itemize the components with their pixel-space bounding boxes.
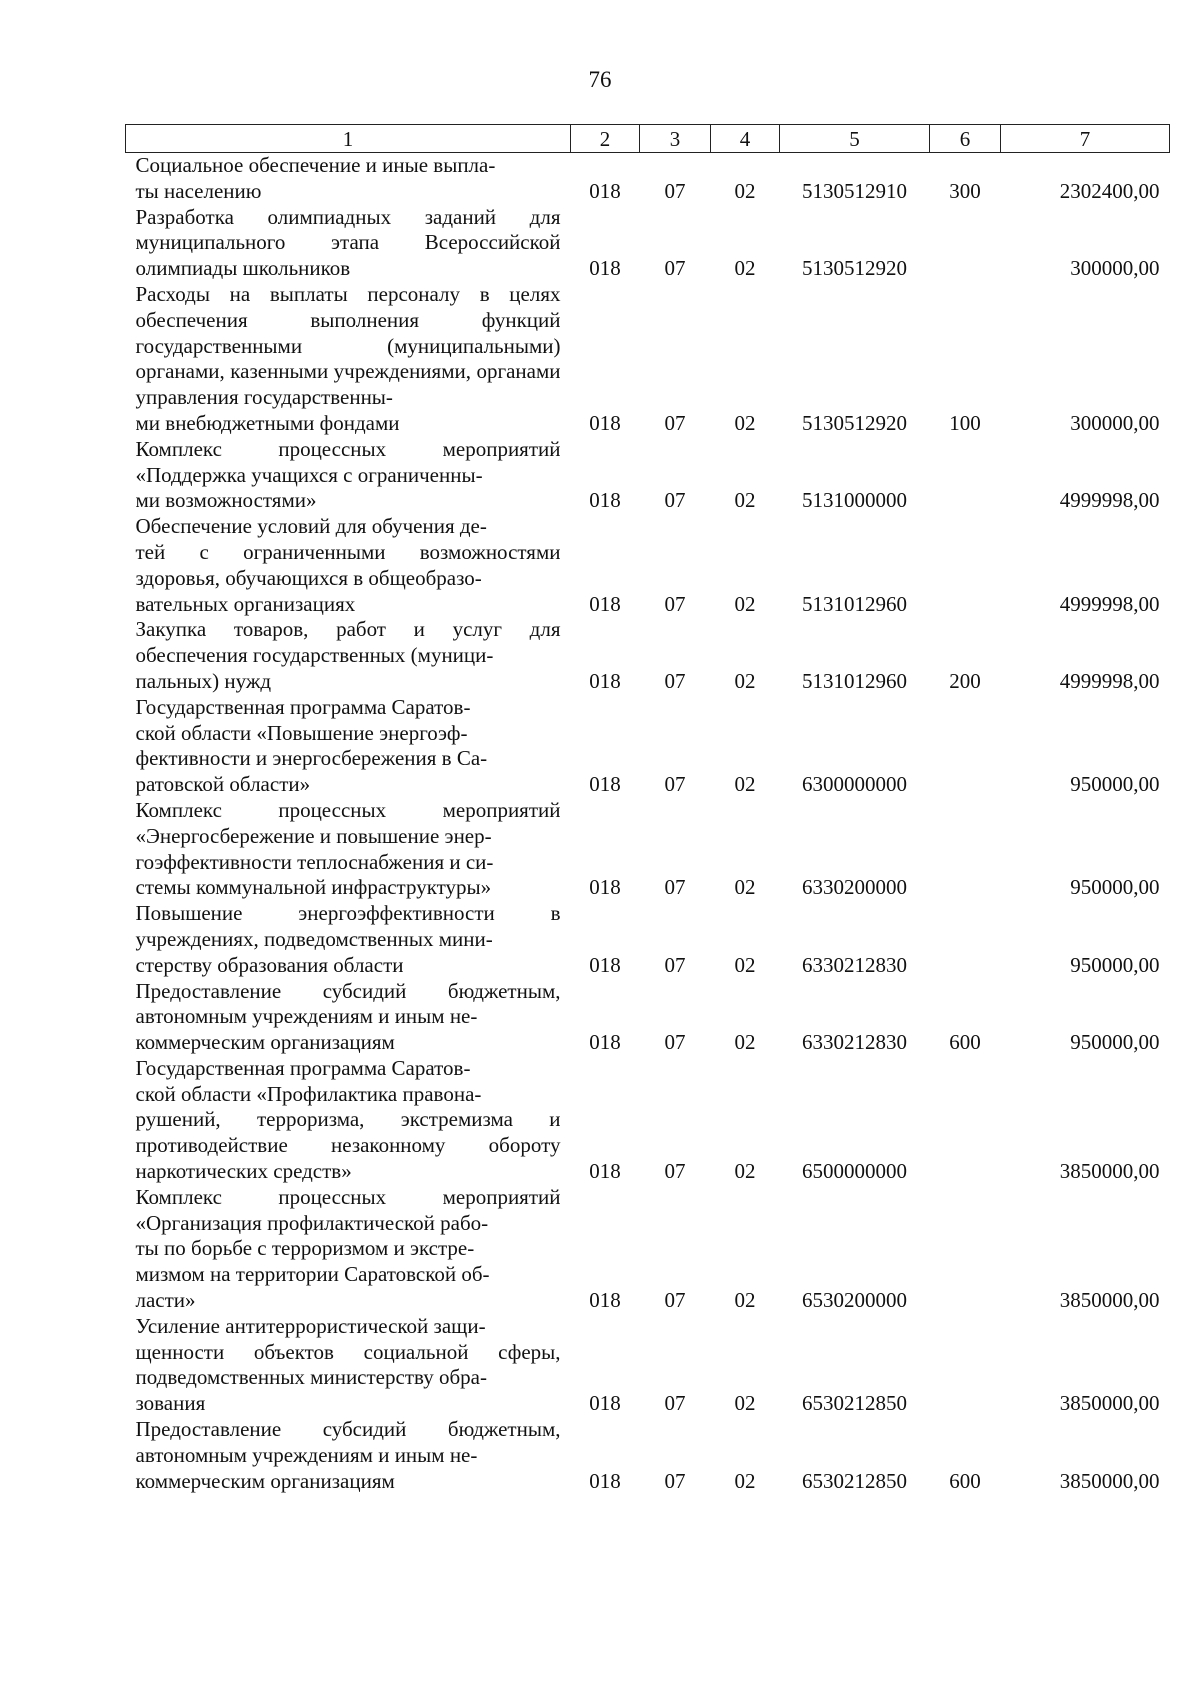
table-row xyxy=(126,153,1170,205)
row-name: Комплекс процессных мероприятий «Энергосбережение и повышение энер- гоэффективности теплоснабжения и си- стемы коммунальной инфраструктуры» xyxy=(135,797,561,900)
row-code: 018 xyxy=(589,1030,621,1055)
row-subsection: 02 xyxy=(734,668,756,693)
row-amount: 3850000,00 xyxy=(1059,1391,1160,1416)
row-section: 07 xyxy=(664,875,686,900)
row-target-code: 6330212830 xyxy=(802,1030,907,1055)
row-section: 07 xyxy=(664,178,686,203)
row-subsection: 02 xyxy=(734,772,756,797)
row-name: Повышение энергоэффективности в учреждениях, подведомственных мини- стерству образования области xyxy=(135,901,561,977)
row-amount: 4999998,00 xyxy=(1059,591,1160,616)
row-expense-type xyxy=(930,901,1001,978)
row-name: Предоставление субсидий бюджетным, автономным учреждениям и иным не- коммерческим организациям xyxy=(135,978,561,1055)
header-row xyxy=(126,125,1170,153)
row-section: 07 xyxy=(664,591,686,616)
row-name: Разработка олимпиадных заданий для муниципального этапа Всероссийской олимпиады школьников xyxy=(135,204,561,281)
row-code: 018 xyxy=(589,875,621,900)
row-section: 07 xyxy=(664,488,686,513)
row-target-code: 6330200000 xyxy=(802,875,907,900)
row-code: 018 xyxy=(589,178,621,203)
row-code: 018 xyxy=(589,952,621,977)
row-subsection: 02 xyxy=(734,256,756,281)
row-subsection: 02 xyxy=(734,488,756,513)
row-name: Предоставление субсидий бюджетным, автономным учреждениям и иным не- коммерческим организациям xyxy=(135,1417,561,1493)
row-target-code: 5131012960 xyxy=(802,668,907,693)
table-row xyxy=(126,205,1170,282)
row-subsection: 02 xyxy=(734,952,756,977)
row-name: Социальное обеспечение и иные выпла- ты населению xyxy=(135,153,496,203)
row-target-code: 6500000000 xyxy=(802,1159,907,1184)
row-name: Усиление антитеррористической защи- щенности объектов социальной сферы, подведомственных министерству обра- зования xyxy=(135,1313,561,1416)
row-code: 018 xyxy=(589,488,621,513)
header-cell-2: 2 xyxy=(571,125,640,153)
row-expense-type: 300 xyxy=(949,178,981,203)
row-expense-type: 200 xyxy=(949,668,981,693)
row-code: 018 xyxy=(589,1468,621,1493)
header-cell-6: 6 xyxy=(930,125,1001,153)
row-amount: 3850000,00 xyxy=(1059,1288,1160,1313)
row-code: 018 xyxy=(589,1391,621,1416)
row-expense-type xyxy=(930,695,1001,798)
row-target-code: 5131012960 xyxy=(802,591,907,616)
table-row xyxy=(126,901,1170,978)
row-amount: 2302400,00 xyxy=(1059,178,1160,203)
row-amount: 300000,00 xyxy=(1070,410,1160,435)
header-cell-4: 4 xyxy=(711,125,780,153)
row-code: 018 xyxy=(589,410,621,435)
row-code: 018 xyxy=(589,1288,621,1313)
header-cell-3: 3 xyxy=(640,125,711,153)
row-expense-type: 100 xyxy=(949,410,981,435)
row-expense-type xyxy=(930,1314,1001,1417)
row-name: Комплекс процессных мероприятий «Поддержка учащихся с ограниченны- ми возможностями» xyxy=(135,436,561,513)
row-amount: 4999998,00 xyxy=(1059,488,1160,513)
row-name: Государственная программа Саратов- ской области «Профилактика правона- рушений, терроризма, экстремизма и противодействие незаконному обороту наркотических средств» xyxy=(135,1055,561,1184)
row-expense-type xyxy=(930,1056,1001,1185)
row-expense-type: 600 xyxy=(949,1468,981,1493)
row-subsection: 02 xyxy=(734,410,756,435)
row-target-code: 5131000000 xyxy=(802,488,907,513)
row-name: Закупка товаров, работ и услуг для обеспечения государственных (муници- пальных) нужд xyxy=(135,617,561,693)
row-target-code: 5130512920 xyxy=(802,256,907,281)
header-cell-5: 5 xyxy=(780,125,930,153)
row-subsection: 02 xyxy=(734,591,756,616)
row-expense-type: 600 xyxy=(949,1030,981,1055)
row-target-code: 6330212830 xyxy=(802,952,907,977)
row-section: 07 xyxy=(664,1030,686,1055)
row-target-code: 5130512910 xyxy=(802,178,907,203)
row-subsection: 02 xyxy=(734,1468,756,1493)
header-cell-1: 1 xyxy=(126,125,571,153)
row-code: 018 xyxy=(589,256,621,281)
row-expense-type xyxy=(930,205,1001,282)
row-section: 07 xyxy=(664,1288,686,1313)
row-amount: 4999998,00 xyxy=(1059,668,1160,693)
row-amount: 3850000,00 xyxy=(1059,1468,1160,1493)
row-name: Комплекс процессных мероприятий «Организация профилактической рабо- ты по борьбе с терроризмом и экстре- мизмом на территории Саратовской об- ласти» xyxy=(135,1184,561,1313)
table-row xyxy=(126,282,1170,437)
row-section: 07 xyxy=(664,410,686,435)
budget-table xyxy=(125,124,1170,1494)
row-section: 07 xyxy=(664,952,686,977)
table-row xyxy=(126,617,1170,694)
row-amount: 300000,00 xyxy=(1070,256,1160,281)
row-amount: 3850000,00 xyxy=(1059,1159,1160,1184)
table-row xyxy=(126,514,1170,617)
row-expense-type xyxy=(930,798,1001,901)
row-section: 07 xyxy=(664,772,686,797)
row-subsection: 02 xyxy=(734,1288,756,1313)
row-target-code: 6300000000 xyxy=(802,772,907,797)
row-amount: 950000,00 xyxy=(1070,875,1160,900)
table-row xyxy=(126,695,1170,798)
row-expense-type xyxy=(930,514,1001,617)
row-target-code: 6530212850 xyxy=(802,1391,907,1416)
table-row xyxy=(126,1056,1170,1185)
row-expense-type xyxy=(930,1185,1001,1314)
row-name: Обеспечение условий для обучения де- тей с ограниченными возможностями здоровья, обучающихся в общеобразо- вательных организациях xyxy=(135,514,561,616)
row-target-code: 5130512920 xyxy=(802,410,907,435)
row-section: 07 xyxy=(664,256,686,281)
row-subsection: 02 xyxy=(734,875,756,900)
row-subsection: 02 xyxy=(734,1391,756,1416)
row-code: 018 xyxy=(589,668,621,693)
table-body xyxy=(126,153,1170,1495)
row-amount: 950000,00 xyxy=(1070,1030,1160,1055)
row-section: 07 xyxy=(664,1159,686,1184)
row-amount: 950000,00 xyxy=(1070,772,1160,797)
row-code: 018 xyxy=(589,772,621,797)
table-row xyxy=(126,437,1170,514)
row-target-code: 6530212850 xyxy=(802,1468,907,1493)
table-row xyxy=(126,1185,1170,1314)
row-code: 018 xyxy=(589,1159,621,1184)
table-row xyxy=(126,798,1170,901)
table-row xyxy=(126,979,1170,1056)
row-expense-type xyxy=(930,437,1001,514)
row-target-code: 6530200000 xyxy=(802,1288,907,1313)
row-section: 07 xyxy=(664,1468,686,1493)
row-subsection: 02 xyxy=(734,178,756,203)
row-name: Государственная программа Саратов- ской области «Повышение энергоэф- фективности и энергосбережения в Са- ратовской области» xyxy=(135,694,488,797)
row-name: Расходы на выплаты персоналу в целях обеспечения выполнения функций государственными (муниципальными) органами, казенными учреждениями, органами управления государственны- ми внебюджетными фондами xyxy=(135,281,561,435)
header-cell-7: 7 xyxy=(1001,125,1170,153)
page-number: 76 xyxy=(588,67,612,92)
row-amount: 950000,00 xyxy=(1070,952,1160,977)
row-section: 07 xyxy=(664,1391,686,1416)
table-row xyxy=(126,1314,1170,1417)
table-row xyxy=(126,1417,1170,1494)
row-subsection: 02 xyxy=(734,1030,756,1055)
row-subsection: 02 xyxy=(734,1159,756,1184)
row-code: 018 xyxy=(589,591,621,616)
row-section: 07 xyxy=(664,668,686,693)
